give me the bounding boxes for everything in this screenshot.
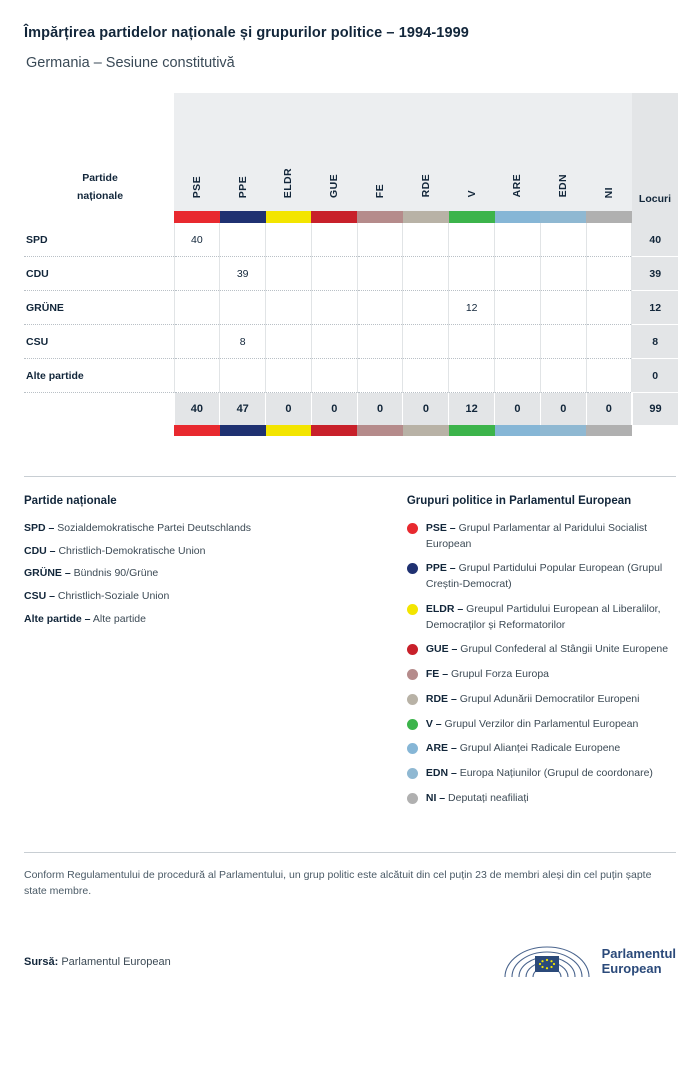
total-rde: 0 xyxy=(403,393,449,425)
cell-total: 40 xyxy=(632,223,678,257)
legend-text xyxy=(426,521,676,553)
cell-gue xyxy=(311,291,357,325)
group-color-strip-top xyxy=(24,211,678,223)
cell-gue xyxy=(311,257,357,291)
cell-ni xyxy=(586,257,632,291)
legend-divider xyxy=(24,476,676,477)
column-header-ppe xyxy=(220,93,266,211)
legend-abbr: ARE – xyxy=(425,742,457,755)
column-header-eldr xyxy=(266,93,312,211)
color-swatch-rde xyxy=(403,425,449,436)
cell-ni xyxy=(586,223,632,257)
total-fe: 0 xyxy=(357,393,403,425)
legend-name: Sozialdemokratische Partei Deutschlands xyxy=(57,521,252,534)
legend-item xyxy=(407,667,676,683)
color-swatch-ni xyxy=(586,211,632,223)
ep-logo-line2: European xyxy=(601,961,662,977)
legend-abbr: PSE – xyxy=(425,521,456,534)
totals-row xyxy=(24,393,678,425)
cell-pse xyxy=(174,291,220,325)
cell-edn xyxy=(540,257,586,291)
legend-abbr: FE – xyxy=(425,668,449,681)
cell-pse xyxy=(174,359,220,393)
legend-abbr: GRÜNE – xyxy=(24,567,71,580)
party-name: SPD xyxy=(24,223,174,257)
source xyxy=(24,956,171,968)
legend-abbr: RDE – xyxy=(425,692,457,705)
column-header-label: PPE xyxy=(236,175,249,198)
column-header-v xyxy=(449,93,495,211)
ep-logo-line1: Parlamentul xyxy=(601,946,676,962)
group-color-dot-ni xyxy=(407,793,418,804)
column-header-label: ELDR xyxy=(282,167,295,198)
legend-item xyxy=(24,566,383,582)
legend-name: Grupul Partidului Popular European (Grupul Creștin-Democrat) xyxy=(425,562,663,591)
color-swatch-pse xyxy=(174,211,220,223)
cell-are xyxy=(495,325,541,359)
cell-total: 8 xyxy=(632,325,678,359)
legend-abbr: EDN – xyxy=(425,767,457,780)
cell-edn xyxy=(540,223,586,257)
legend-abbr: NI – xyxy=(425,791,446,804)
total-pse: 40 xyxy=(174,393,220,425)
group-color-dot-are xyxy=(407,743,418,754)
row-header-line2: naționale xyxy=(76,189,124,202)
group-color-dot-v xyxy=(407,719,418,730)
seats-table-wrapper xyxy=(24,93,676,436)
legend-item xyxy=(24,521,383,537)
column-header-pse xyxy=(174,93,220,211)
legend-political-groups xyxy=(407,495,676,816)
legend-abbr: GUE – xyxy=(425,643,458,656)
grand-total: 99 xyxy=(632,393,678,425)
cell-rde xyxy=(403,291,449,325)
group-color-dot-gue xyxy=(407,644,418,655)
color-swatch-ni xyxy=(586,425,632,436)
legend-name: Greupul Partidului European al Liberalilor, Democraților și Reformatorilor xyxy=(425,602,661,631)
legend-text xyxy=(426,692,640,708)
row-header-line1: Partide xyxy=(82,172,118,185)
column-header-ni xyxy=(586,93,632,211)
legend-name: Christlich-Demokratische Union xyxy=(58,544,206,557)
color-swatch-v xyxy=(449,425,495,436)
group-color-strip-bottom xyxy=(24,425,678,436)
color-swatch-fe xyxy=(357,211,403,223)
column-header-fe xyxy=(357,93,403,211)
cell-ppe: 39 xyxy=(220,257,266,291)
legend-name: Grupul Confederal al Stângii Unite Europene xyxy=(460,643,669,656)
table-row xyxy=(24,291,678,325)
column-header-label: NI xyxy=(603,186,616,198)
cell-eldr xyxy=(266,325,312,359)
legend-national-title: Partide naționale xyxy=(24,494,117,507)
party-name: CDU xyxy=(24,257,174,291)
legend-abbr: SPD – xyxy=(24,521,55,534)
legend-item xyxy=(24,544,383,560)
source-label: Sursă: xyxy=(24,956,59,969)
legend-item xyxy=(407,717,676,733)
column-header-label: V xyxy=(465,190,478,198)
cell-fe xyxy=(357,223,403,257)
legend-groups-title: Grupuri politice in Parlamentul European xyxy=(406,494,632,507)
legends xyxy=(24,495,676,816)
legend-name: Grupul Verzilor din Parlamentul European xyxy=(444,717,639,730)
cell-gue xyxy=(311,359,357,393)
strip-spacer-total xyxy=(632,425,678,436)
column-header-label: FE xyxy=(374,183,387,198)
legend-abbr: PPE – xyxy=(425,562,456,575)
legend-item xyxy=(24,589,383,605)
ep-logo-text xyxy=(602,947,676,977)
total-ppe: 47 xyxy=(220,393,266,425)
legend-abbr: CDU – xyxy=(24,544,56,557)
page-subtitle: Germania – Sesiune constitutivă xyxy=(26,54,235,71)
cell-ppe: 8 xyxy=(220,325,266,359)
color-swatch-edn xyxy=(540,425,586,436)
cell-pse xyxy=(174,257,220,291)
cell-are xyxy=(495,223,541,257)
legend-name: Grupul Forza Europa xyxy=(450,668,550,681)
legend-text xyxy=(426,766,653,782)
legend-name: Grupul Parlamentar al Paridului Socialist European xyxy=(425,521,648,550)
footnote: Conform Regulamentului de procedură al Parlamentului, un grup politic este alcătuit din cel puțin 23 de membri aleși din cel puțin șapte state membre. xyxy=(24,868,652,897)
color-swatch-fe xyxy=(357,425,403,436)
cell-eldr xyxy=(266,359,312,393)
cell-ni xyxy=(586,325,632,359)
legend-item xyxy=(407,692,676,708)
legend-name: Europa Națiunilor (Grupul de coordonare) xyxy=(459,767,653,780)
cell-edn xyxy=(540,359,586,393)
group-color-dot-rde xyxy=(407,694,418,705)
cell-total: 12 xyxy=(632,291,678,325)
legend-text xyxy=(426,741,620,757)
color-swatch-are xyxy=(495,211,541,223)
total-are: 0 xyxy=(495,393,541,425)
cell-ni xyxy=(586,291,632,325)
cell-ppe xyxy=(220,359,266,393)
party-name: Alte partide xyxy=(24,359,174,393)
column-header-edn xyxy=(540,93,586,211)
total-gue: 0 xyxy=(311,393,357,425)
legend-item xyxy=(407,741,676,757)
legend-item xyxy=(407,791,676,807)
legend-item xyxy=(407,521,676,553)
table-row xyxy=(24,359,678,393)
column-header-are xyxy=(495,93,541,211)
legend-name: Grupul Alianței Radicale Europene xyxy=(459,742,621,755)
cell-pse: 40 xyxy=(174,223,220,257)
legend-name: Deputați neafiliați xyxy=(448,791,529,804)
column-header-rde xyxy=(403,93,449,211)
legend-text xyxy=(426,791,529,807)
legend-name: Grupul Adunării Democratilor Europeni xyxy=(459,692,640,705)
footer-row xyxy=(24,943,676,995)
row-header-cell xyxy=(24,93,174,211)
cell-fe xyxy=(357,325,403,359)
table-body xyxy=(24,223,678,436)
cell-rde xyxy=(403,257,449,291)
group-color-dot-edn xyxy=(407,768,418,779)
source-value: Parlamentul European xyxy=(61,956,171,969)
cell-ppe xyxy=(220,291,266,325)
cell-ppe xyxy=(220,223,266,257)
legend-name: Bündnis 90/Grüne xyxy=(73,567,159,580)
cell-pse xyxy=(174,325,220,359)
cell-ni xyxy=(586,359,632,393)
legend-text xyxy=(426,717,638,733)
cell-gue xyxy=(311,325,357,359)
total-eldr: 0 xyxy=(266,393,312,425)
total-ni: 0 xyxy=(586,393,632,425)
color-swatch-ppe xyxy=(220,211,266,223)
seats-table xyxy=(24,93,678,436)
cell-gue xyxy=(311,223,357,257)
legend-text xyxy=(426,602,676,634)
total-edn: 0 xyxy=(540,393,586,425)
footer-divider xyxy=(24,852,676,853)
party-name: GRÜNE xyxy=(24,291,174,325)
column-header-label: EDN xyxy=(557,174,570,198)
table-row xyxy=(24,257,678,291)
column-header-label: ARE xyxy=(511,174,524,198)
legend-abbr: V – xyxy=(425,717,442,730)
ep-hemicycle-icon xyxy=(499,943,595,981)
cell-v xyxy=(449,359,495,393)
cell-eldr xyxy=(266,223,312,257)
party-name: CSU xyxy=(24,325,174,359)
legend-item xyxy=(407,642,676,658)
legend-name: Christlich-Soziale Union xyxy=(57,590,170,603)
total-v: 12 xyxy=(449,393,495,425)
legend-text xyxy=(426,667,549,683)
column-header-total: Locuri xyxy=(632,93,678,211)
group-color-dot-fe xyxy=(407,669,418,680)
legend-text xyxy=(426,561,676,593)
column-header-label: GUE xyxy=(328,173,341,198)
column-header-label: PSE xyxy=(190,175,203,198)
color-swatch-ppe xyxy=(220,425,266,436)
legend-abbr: ELDR – xyxy=(425,602,464,615)
color-swatch-gue xyxy=(311,425,357,436)
totals-label xyxy=(24,393,174,425)
color-swatch-gue xyxy=(311,211,357,223)
column-header-label: RDE xyxy=(419,174,432,198)
cell-are xyxy=(495,291,541,325)
strip-spacer xyxy=(24,425,174,436)
cell-v xyxy=(449,223,495,257)
legend-abbr: Alte partide – xyxy=(24,612,91,625)
cell-fe xyxy=(357,359,403,393)
legend-item xyxy=(407,561,676,593)
cell-rde xyxy=(403,223,449,257)
cell-are xyxy=(495,257,541,291)
legend-text xyxy=(426,642,668,658)
color-swatch-v xyxy=(449,211,495,223)
cell-rde xyxy=(403,359,449,393)
cell-eldr xyxy=(266,291,312,325)
cell-eldr xyxy=(266,257,312,291)
color-swatch-edn xyxy=(540,211,586,223)
cell-v xyxy=(449,257,495,291)
color-swatch-rde xyxy=(403,211,449,223)
color-swatch-eldr xyxy=(266,211,312,223)
cell-are xyxy=(495,359,541,393)
legend-item xyxy=(407,602,676,634)
strip-spacer xyxy=(24,211,174,223)
table-header xyxy=(24,93,678,223)
legend-abbr: CSU – xyxy=(24,590,55,603)
cell-rde xyxy=(403,325,449,359)
group-color-dot-eldr xyxy=(407,604,418,615)
cell-edn xyxy=(540,291,586,325)
column-header-gue xyxy=(311,93,357,211)
table-row xyxy=(24,223,678,257)
color-swatch-eldr xyxy=(266,425,312,436)
cell-total: 39 xyxy=(632,257,678,291)
legend-national-parties xyxy=(24,495,383,816)
cell-v xyxy=(449,325,495,359)
color-swatch-are xyxy=(495,425,541,436)
legend-item xyxy=(407,766,676,782)
group-color-dot-ppe xyxy=(407,563,418,574)
page-title: Împărțirea partidelor naționale și grupurilor politice – 1994-1999 xyxy=(24,25,469,41)
legend-name: Alte partide xyxy=(92,612,146,625)
group-color-dot-pse xyxy=(407,523,418,534)
table-row xyxy=(24,325,678,359)
cell-total: 0 xyxy=(632,359,678,393)
cell-fe xyxy=(357,291,403,325)
cell-edn xyxy=(540,325,586,359)
color-swatch-pse xyxy=(174,425,220,436)
cell-v: 12 xyxy=(449,291,495,325)
legend-item xyxy=(24,612,383,628)
european-parliament-logo xyxy=(499,943,676,981)
cell-fe xyxy=(357,257,403,291)
strip-spacer-total xyxy=(632,211,678,223)
